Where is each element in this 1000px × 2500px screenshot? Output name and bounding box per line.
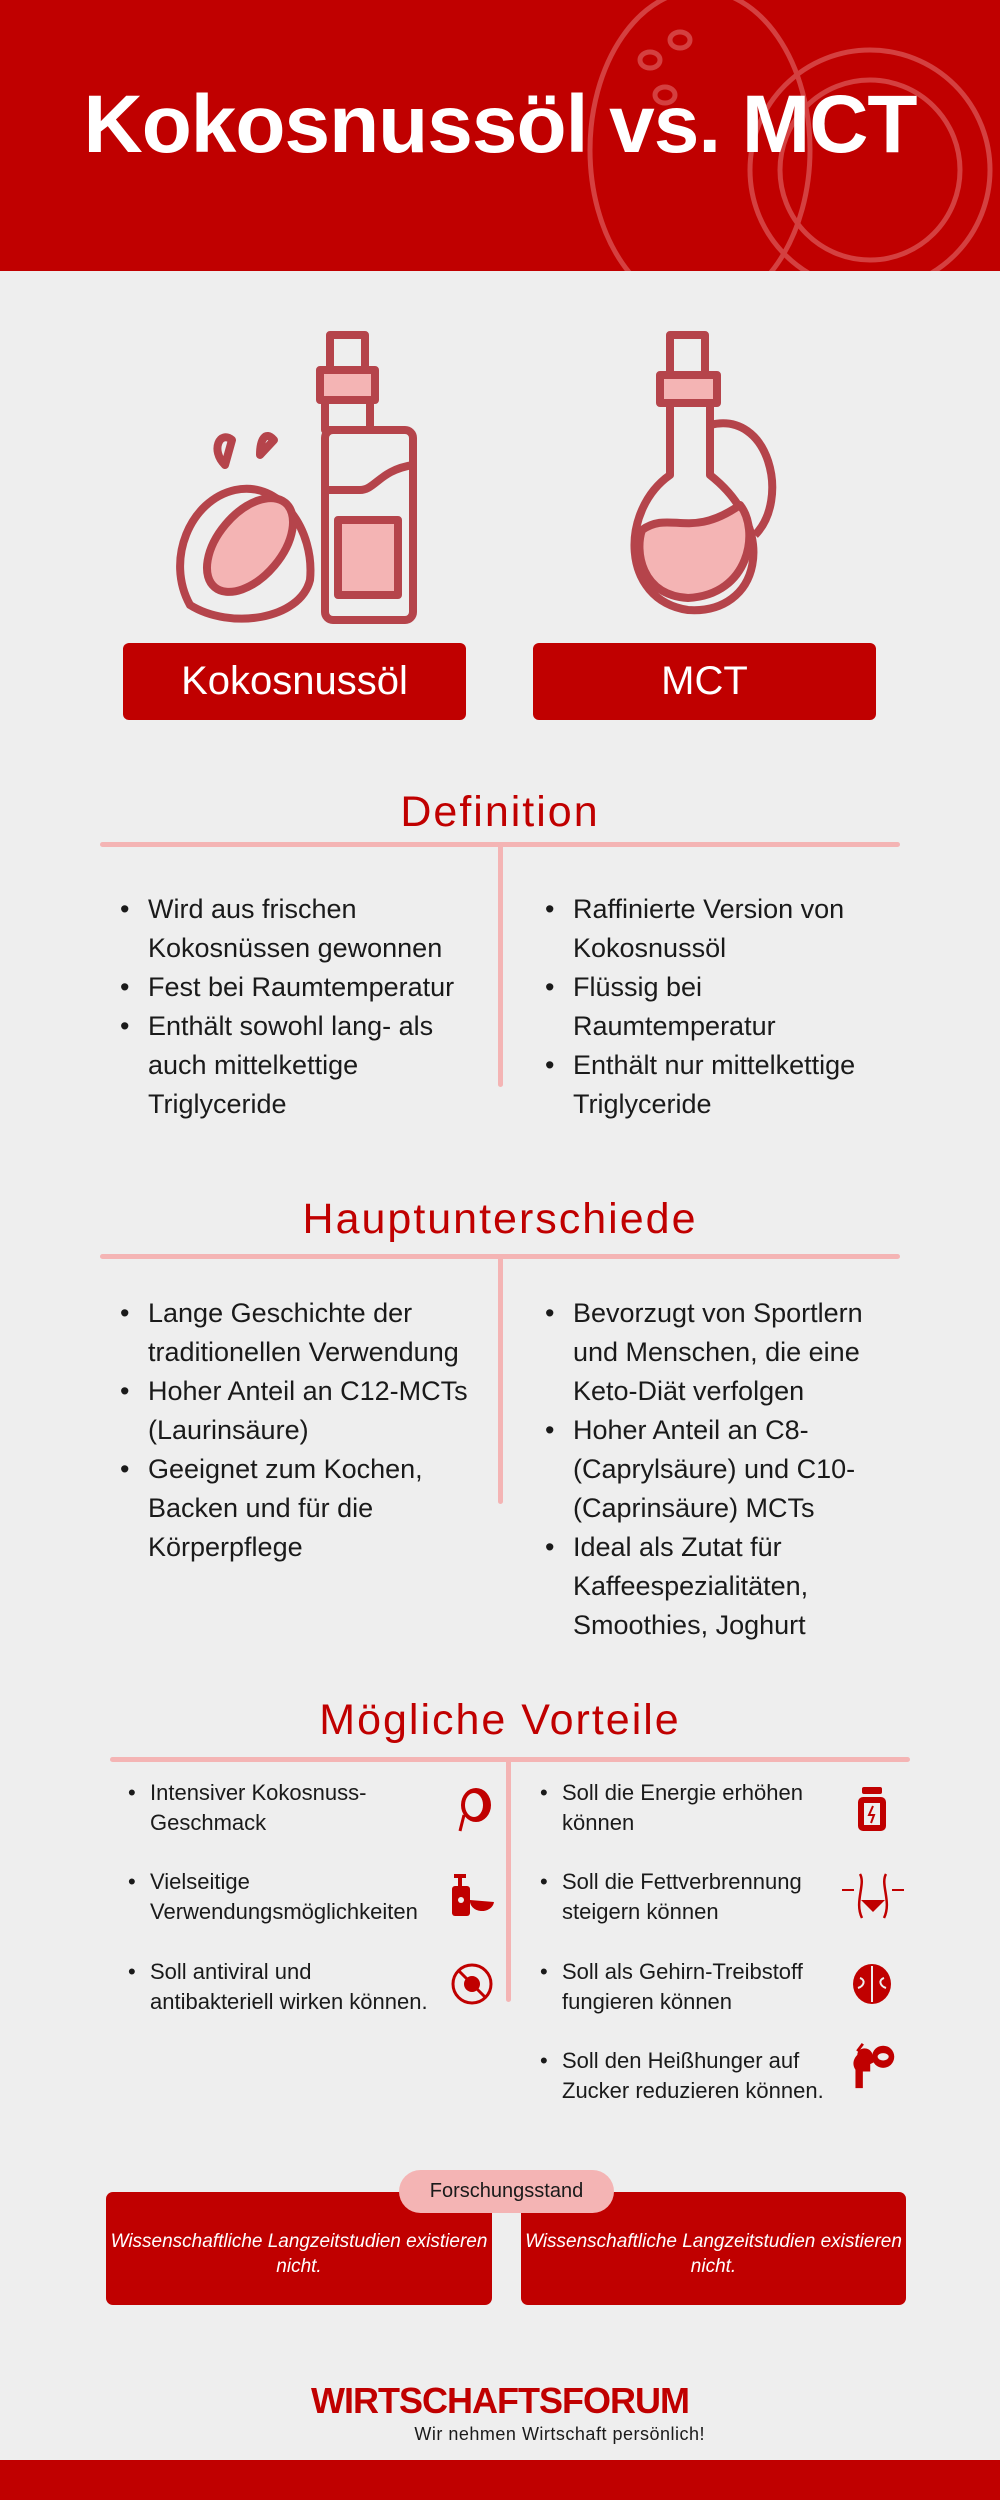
benefit-item: • Soll die Energie erhöhen können	[540, 1778, 850, 1838]
header-banner	[0, 0, 1000, 271]
page-title: Kokosnussöl vs. MCT	[83, 79, 917, 170]
benefit-item: • Vielseitige Verwendungsmöglichkeiten	[128, 1867, 438, 1927]
list-item: • Geeignet zum Kochen, Backen und für die Körperpflege	[120, 1450, 490, 1567]
list-item: • Lange Geschichte der traditionellen Verwendung	[120, 1294, 490, 1372]
list-item: • Fest bei Raumtemperatur	[120, 968, 490, 1007]
benefit-item: • Soll antiviral und antibakteriell wirken können.	[128, 1957, 438, 2017]
list-item: • Enthält sowohl lang- als auch mittelkettige Triglyceride	[120, 1007, 490, 1124]
column-divider	[498, 842, 503, 1087]
footer-bar	[0, 2460, 1000, 2500]
differences-right-list	[545, 1294, 890, 1645]
research-status-label: Forschungsstand	[399, 2170, 614, 2213]
list-item: • Wird aus frischen Kokosnüssen gewonnen	[120, 890, 490, 968]
definition-left-list	[120, 890, 490, 1124]
energy-jar-icon	[850, 1785, 894, 1833]
column-label-mct: MCT	[533, 643, 876, 720]
section-heading-hauptunterschiede: Hauptunterschiede	[302, 1195, 698, 1243]
no-virus-icon	[450, 1960, 494, 2008]
mct-carafe-icon	[610, 330, 810, 625]
craving-head-icon	[848, 2042, 898, 2090]
column-divider	[498, 1254, 503, 1504]
differences-left-list	[120, 1294, 490, 1567]
list-item: • Enthält nur mittelkettige Triglyceride	[545, 1046, 885, 1124]
coconut-icon	[452, 1785, 496, 1833]
list-item: • Hoher Anteil an C8- (Caprylsäure) und C10- (Caprinsäure) MCTs	[545, 1411, 890, 1528]
research-box-kokosnussoel: Wissenschaftliche Langzeitstudien existieren nicht.	[106, 2192, 492, 2305]
benefit-item: • Soll die Fettverbrennung steigern können	[540, 1867, 850, 1927]
brain-icon	[850, 1960, 894, 2008]
list-item: • Bevorzugt von Sportlern und Menschen, die eine Keto-Diät verfolgen	[545, 1294, 890, 1411]
lotion-coconut-icon	[450, 1872, 494, 1920]
research-box-mct: Wissenschaftliche Langzeitstudien existieren nicht.	[521, 2192, 906, 2305]
brand-tagline: Wir nehmen Wirtschaft persönlich!	[414, 2424, 705, 2444]
list-item: • Raffinierte Version von Kokosnussöl	[545, 890, 885, 968]
brand-logo: WIRTSCHAFTSFORUM	[311, 2380, 689, 2421]
column-divider	[506, 1757, 511, 2002]
section-heading-definition: Definition	[400, 788, 600, 836]
section-heading-moegliche-vorteile: Mögliche Vorteile	[319, 1696, 681, 1744]
definition-right-list	[545, 890, 885, 1124]
list-item: • Ideal als Zutat für Kaffeespezialitäten, Smoothies, Joghurt	[545, 1528, 890, 1645]
waist-icon	[840, 1872, 906, 1920]
benefit-item: • Soll den Heißhunger auf Zucker reduzieren können.	[540, 2046, 850, 2106]
coconut-oil-bottle-icon	[170, 330, 430, 625]
benefit-item: • Intensiver Kokosnuss-Geschmack	[128, 1778, 438, 1838]
column-label-kokosnussoel: Kokosnussöl	[123, 643, 466, 720]
list-item: • Flüssig bei Raumtemperatur	[545, 968, 885, 1046]
benefit-item: • Soll als Gehirn-Treibstoff fungieren können	[540, 1957, 850, 2017]
list-item: • Hoher Anteil an C12-MCTs (Laurinsäure)	[120, 1372, 490, 1450]
